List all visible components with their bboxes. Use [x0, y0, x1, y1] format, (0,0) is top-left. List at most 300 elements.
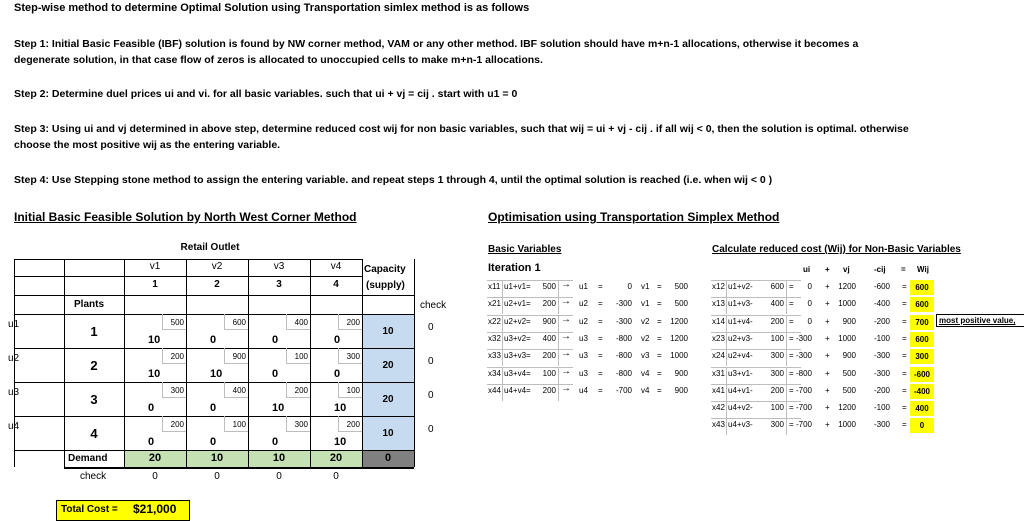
- grid-line: [248, 259, 249, 467]
- cost-box-line: [286, 382, 287, 397]
- allocation: 0: [210, 334, 217, 346]
- cost-box-line: [224, 397, 248, 398]
- cij-value: -300: [873, 369, 890, 378]
- cij-value: -100: [873, 334, 890, 343]
- arrow-glyph: →: [561, 366, 571, 377]
- unit-cost: 100: [294, 352, 308, 361]
- plant-number: 3: [90, 392, 98, 407]
- col-line: [786, 401, 787, 418]
- basic-cost: 200: [542, 351, 556, 360]
- cost-box-line: [162, 329, 186, 330]
- reduced-equation: u4+v2-: [728, 403, 753, 412]
- u-name: u3: [579, 369, 588, 378]
- equals: =: [598, 386, 603, 395]
- cij-value: -600: [873, 282, 890, 291]
- cost-box-line: [338, 348, 339, 363]
- equals: =: [789, 369, 794, 378]
- row-line: [711, 367, 801, 368]
- cij-value: -100: [873, 403, 890, 412]
- col-line: [558, 332, 559, 349]
- v-label: v2: [211, 261, 223, 272]
- col-line: [786, 297, 787, 314]
- ui-value: -700: [795, 420, 812, 429]
- col-line: [502, 349, 503, 366]
- header-cij: -cij: [874, 265, 886, 274]
- plus-sign: +: [825, 334, 830, 343]
- basic-var: x32: [488, 334, 501, 343]
- basic-cost: 200: [542, 386, 556, 395]
- total-cost-value: $21,000: [133, 502, 177, 516]
- outlet-number: 3: [276, 279, 282, 290]
- wij-value: 600: [910, 297, 934, 312]
- equals: =: [789, 403, 794, 412]
- plants-label: Plants: [74, 299, 105, 310]
- equals: =: [598, 351, 603, 360]
- basic-equation: u2+v1=: [504, 299, 531, 308]
- u-value: -800: [615, 334, 632, 343]
- u-name: u2: [579, 317, 588, 326]
- demand-total: 0: [384, 452, 392, 464]
- v-label: v1: [149, 261, 161, 272]
- equals: =: [598, 334, 603, 343]
- col-line: [502, 367, 503, 384]
- vj-value: 500: [842, 386, 856, 395]
- wij-value: -600: [910, 367, 934, 382]
- vj-value: 1000: [838, 299, 856, 308]
- equals: =: [598, 317, 603, 326]
- cij-value: -300: [873, 420, 890, 429]
- basic-var: x44: [488, 386, 501, 395]
- col-line: [726, 315, 727, 332]
- equals: =: [902, 420, 907, 429]
- capacity-value: 20: [382, 360, 394, 371]
- cost-box-line: [162, 416, 163, 431]
- equals: =: [598, 369, 603, 378]
- demand-value: 10: [210, 452, 224, 464]
- cost-box-line: [162, 314, 163, 329]
- row-line: [711, 401, 801, 402]
- basic-equation: u3+v2=: [504, 334, 531, 343]
- v-value: 1000: [670, 351, 688, 360]
- col-line: [502, 315, 503, 332]
- capacity-value: 20: [382, 394, 394, 405]
- grid-line: [310, 259, 311, 467]
- plus-sign: +: [825, 299, 830, 308]
- unit-cost: 900: [232, 352, 246, 361]
- ui-value: -700: [795, 386, 812, 395]
- cost-box-line: [162, 382, 163, 397]
- unit-cost: 200: [170, 352, 184, 361]
- v-name: v3: [641, 351, 650, 360]
- u-name: u4: [579, 386, 588, 395]
- capacity-label: Capacity: [364, 264, 406, 275]
- unit-cost: 200: [294, 386, 308, 395]
- outlet-number: 4: [333, 279, 339, 290]
- v-name: v4: [641, 386, 650, 395]
- column-check: 0: [276, 471, 282, 482]
- total-cost-box: [56, 500, 190, 521]
- col-line: [502, 332, 503, 349]
- column-check: 0: [333, 471, 339, 482]
- v-name: v2: [641, 317, 650, 326]
- nonbasic-var: x13: [712, 299, 725, 308]
- equals: =: [598, 299, 603, 308]
- v-label: v4: [330, 261, 342, 272]
- nonbasic-var: x31: [712, 369, 725, 378]
- equals: =: [789, 282, 794, 291]
- equals: =: [657, 351, 662, 360]
- nonbasic-cost: 300: [770, 369, 784, 378]
- cij-value: -400: [873, 299, 890, 308]
- plus-sign: +: [825, 351, 830, 360]
- grid-line: [124, 259, 125, 467]
- unit-cost: 300: [294, 420, 308, 429]
- nonbasic-var: x14: [712, 317, 725, 326]
- u-label: u2: [8, 353, 20, 364]
- vj-value: 900: [842, 317, 856, 326]
- arrow-glyph: →: [561, 383, 571, 394]
- cost-box-line: [224, 348, 225, 363]
- nonbasic-var: x24: [712, 351, 725, 360]
- arrow-glyph: →: [561, 314, 571, 325]
- plus-sign: +: [825, 386, 830, 395]
- wij-value: 700: [910, 315, 934, 330]
- step-1: Step 1: Initial Basic Feasible (IBF) solution is found by NW corner method, VAM or any other method. IBF solution should have m+n-1 allocations, otherwise it becomes a degenerate solution, in that case flow of zeros is allocated to unoccupied cells to make m+n-1 allocations.: [14, 38, 859, 66]
- row-check: 0: [428, 322, 434, 333]
- v-value: 900: [674, 369, 688, 378]
- plus-sign: +: [825, 282, 830, 291]
- plus-sign: +: [825, 403, 830, 412]
- unit-cost: 300: [170, 386, 184, 395]
- total-cost-label: Total Cost =: [61, 504, 118, 515]
- basic-equation: u2+v2=: [504, 317, 531, 326]
- basic-var: x22: [488, 317, 501, 326]
- cost-box-line: [286, 416, 287, 431]
- arrow-glyph: →: [561, 331, 571, 342]
- cost-box-line: [338, 314, 339, 329]
- v-name: v4: [641, 369, 650, 378]
- u-label: u1: [8, 319, 20, 330]
- row-line: [711, 384, 801, 385]
- basic-equation: u3+v3=: [504, 351, 531, 360]
- wij-value: 600: [910, 332, 934, 347]
- ui-value: 0: [807, 282, 812, 291]
- iteration-label: Iteration 1: [488, 262, 541, 274]
- equals: =: [657, 282, 662, 291]
- plus-sign: +: [825, 317, 830, 326]
- basic-cost: 400: [542, 334, 556, 343]
- vj-value: 500: [842, 369, 856, 378]
- cost-box-line: [224, 416, 225, 431]
- equals: =: [902, 299, 907, 308]
- u-value: -800: [615, 351, 632, 360]
- reduced-equation: u1+v4-: [728, 317, 753, 326]
- u-label: u4: [8, 421, 20, 432]
- equals: =: [657, 299, 662, 308]
- unit-cost: 300: [346, 352, 360, 361]
- row-line: [711, 297, 801, 298]
- cost-box-line: [338, 431, 362, 432]
- plus-sign: +: [825, 369, 830, 378]
- equals: =: [902, 386, 907, 395]
- unit-cost: 200: [346, 318, 360, 327]
- equals: =: [902, 351, 907, 360]
- capacity-value: 10: [382, 326, 394, 337]
- v-name: v1: [641, 299, 650, 308]
- cost-box-line: [286, 431, 310, 432]
- unit-cost: 500: [170, 318, 184, 327]
- grid-line: [14, 416, 414, 417]
- check-row-label: check: [80, 471, 107, 482]
- col-line: [786, 315, 787, 332]
- u-value: -800: [615, 369, 632, 378]
- cij-value: -200: [873, 317, 890, 326]
- allocation: 0: [148, 436, 155, 448]
- check-column-label: check: [420, 300, 447, 311]
- nonbasic-var: x12: [712, 282, 725, 291]
- unit-cost: 600: [232, 318, 246, 327]
- reduced-equation: u2+v4-: [728, 351, 753, 360]
- cost-box-line: [338, 363, 362, 364]
- cij-value: -200: [873, 386, 890, 395]
- basic-var: x21: [488, 299, 501, 308]
- wij-value: 300: [910, 349, 934, 364]
- ui-value: -300: [795, 334, 812, 343]
- header-ui: ui: [803, 265, 811, 274]
- optimisation-heading: Optimisation using Transportation Simplex Method: [488, 210, 780, 224]
- v-value: 500: [674, 282, 688, 291]
- col-line: [786, 418, 787, 435]
- col-line: [558, 349, 559, 366]
- wij-value: 0: [910, 418, 934, 433]
- equals: =: [902, 317, 907, 326]
- allocation: 10: [210, 368, 223, 380]
- allocation: 0: [272, 368, 279, 380]
- u-value: -300: [615, 299, 632, 308]
- col-line: [502, 280, 503, 297]
- allocation: 0: [210, 402, 217, 414]
- column-check: 0: [214, 471, 220, 482]
- wij-value: 600: [910, 280, 934, 295]
- equals: =: [657, 386, 662, 395]
- u-value: -300: [615, 317, 632, 326]
- v-name: v2: [641, 334, 650, 343]
- col-line: [786, 384, 787, 401]
- nonbasic-cost: 600: [770, 282, 784, 291]
- row-check: 0: [428, 356, 434, 367]
- col-line: [786, 367, 787, 384]
- equals: =: [902, 369, 907, 378]
- col-line: [726, 367, 727, 384]
- cost-box-line: [286, 348, 287, 363]
- header-wij: Wij: [917, 265, 929, 274]
- grid-line: [14, 348, 414, 349]
- equals: =: [657, 334, 662, 343]
- cost-box-line: [338, 416, 339, 431]
- ui-value: 0: [807, 317, 812, 326]
- demand-label: Demand: [68, 453, 108, 464]
- unit-cost: 200: [346, 420, 360, 429]
- retail-outlet-label: Retail Outlet: [180, 242, 240, 253]
- grid-line: [64, 467, 414, 469]
- u-name: u2: [579, 299, 588, 308]
- step-3: Step 3: Using ui and vj determined in above step, determine reduced cost wij for non basic variables, such that wij = ui + vj - cij . if all wij < 0, then the solution is optimal. otherwise choose the most positive wij as the entering variable.: [14, 123, 909, 151]
- row-line: [711, 418, 801, 419]
- nonbasic-cost: 200: [770, 317, 784, 326]
- reduced-equation: u3+v1-: [728, 369, 753, 378]
- unit-cost: 200: [170, 420, 184, 429]
- header-plus: +: [825, 265, 830, 274]
- col-line: [558, 384, 559, 401]
- cost-box-line: [224, 431, 248, 432]
- basic-cost: 900: [542, 317, 556, 326]
- header-eq: =: [901, 265, 906, 274]
- col-line: [726, 418, 727, 435]
- unit-cost: 400: [294, 318, 308, 327]
- grid-line: [14, 295, 414, 296]
- v-value: 900: [674, 386, 688, 395]
- equals: =: [789, 420, 794, 429]
- ui-value: -300: [795, 351, 812, 360]
- allocation: 10: [148, 334, 161, 346]
- row-line: [711, 332, 801, 333]
- col-line: [726, 349, 727, 366]
- col-line: [502, 297, 503, 314]
- reduced-equation: u4+v1-: [728, 386, 753, 395]
- basic-equation: u4+v4=: [504, 386, 531, 395]
- cost-box-line: [286, 314, 287, 329]
- header-vj: vj: [843, 265, 850, 274]
- demand-value: 20: [148, 452, 162, 464]
- reduced-equation: u4+v3-: [728, 420, 753, 429]
- basic-equation: u3+v4=: [504, 369, 531, 378]
- supply-label: (supply): [366, 280, 405, 291]
- outlet-number: 1: [152, 279, 158, 290]
- demand-value: 20: [329, 452, 343, 464]
- allocation: 0: [210, 436, 217, 448]
- capacity-value: 10: [382, 428, 394, 439]
- reduced-equation: u1+v3-: [728, 299, 753, 308]
- nonbasic-var: x23: [712, 334, 725, 343]
- basic-var: x34: [488, 369, 501, 378]
- basic-cost: 200: [542, 299, 556, 308]
- arrow-glyph: →: [561, 279, 571, 290]
- demand-value: 10: [272, 452, 286, 464]
- col-line: [726, 384, 727, 401]
- row-check: 0: [428, 390, 434, 401]
- nonbasic-cost: 400: [770, 299, 784, 308]
- col-line: [558, 367, 559, 384]
- unit-cost: 100: [346, 386, 360, 395]
- row-line: [711, 349, 801, 350]
- equals: =: [789, 334, 794, 343]
- outlet-number: 2: [214, 279, 220, 290]
- col-line: [726, 280, 727, 297]
- v-name: v1: [641, 282, 650, 291]
- col-line: [558, 315, 559, 332]
- equals: =: [789, 299, 794, 308]
- vj-value: 1000: [838, 420, 856, 429]
- cost-box-line: [338, 329, 362, 330]
- col-line: [502, 384, 503, 401]
- page-title: Step-wise method to determine Optimal Solution using Transportation simlex method is as follows: [14, 2, 530, 14]
- equals: =: [657, 317, 662, 326]
- nonbasic-cost: 200: [770, 386, 784, 395]
- col-line: [786, 332, 787, 349]
- unit-cost: 400: [232, 386, 246, 395]
- col-line: [726, 297, 727, 314]
- col-line: [726, 401, 727, 418]
- u-name: u3: [579, 334, 588, 343]
- col-line: [786, 280, 787, 297]
- cost-box-line: [338, 382, 339, 397]
- plant-number: 1: [90, 324, 98, 339]
- u-name: u1: [579, 282, 588, 291]
- cost-box-line: [162, 348, 163, 363]
- equals: =: [902, 282, 907, 291]
- grid-line: [14, 314, 414, 315]
- vj-value: 900: [842, 351, 856, 360]
- nonbasic-cost: 100: [770, 334, 784, 343]
- wij-value: 400: [910, 401, 934, 416]
- cost-box-line: [338, 397, 362, 398]
- grid-line: [414, 259, 415, 467]
- nonbasic-var: x41: [712, 386, 725, 395]
- col-line: [558, 280, 559, 297]
- vj-value: 1200: [838, 282, 856, 291]
- cost-box-line: [224, 382, 225, 397]
- u-label: u3: [8, 387, 20, 398]
- u-value: -700: [615, 386, 632, 395]
- unit-cost: 100: [232, 420, 246, 429]
- equals: =: [789, 351, 794, 360]
- col-line: [786, 349, 787, 366]
- allocation: 10: [334, 436, 347, 448]
- equals: =: [902, 334, 907, 343]
- allocation: 0: [334, 368, 341, 380]
- grid-line: [186, 259, 187, 467]
- cij-value: -300: [873, 351, 890, 360]
- vj-value: 1000: [838, 334, 856, 343]
- ui-value: -800: [795, 369, 812, 378]
- u-value: 0: [627, 282, 632, 291]
- cost-box-line: [286, 329, 310, 330]
- nonbasic-cost: 300: [770, 351, 784, 360]
- row-line: [711, 280, 801, 281]
- row-line: [711, 315, 801, 316]
- equals: =: [789, 317, 794, 326]
- basic-variables-heading: Basic Variables: [488, 244, 562, 255]
- allocation: 10: [272, 402, 285, 414]
- ui-value: -700: [795, 403, 812, 412]
- plant-number: 4: [90, 426, 98, 441]
- u-name: u3: [579, 351, 588, 360]
- allocation: 0: [272, 436, 279, 448]
- v-value: 500: [674, 299, 688, 308]
- arrow-glyph: →: [561, 296, 571, 307]
- vj-value: 1200: [838, 403, 856, 412]
- nonbasic-var: x43: [712, 420, 725, 429]
- arrow-glyph: →: [561, 348, 571, 359]
- col-line: [558, 297, 559, 314]
- reduced-equation: u1+v2-: [728, 282, 753, 291]
- basic-equation: u1+v1=: [504, 282, 531, 291]
- v-value: 1200: [670, 317, 688, 326]
- basic-cost: 100: [542, 369, 556, 378]
- ibf-heading: Initial Basic Feasible Solution by North West Corner Method: [14, 210, 357, 224]
- allocation: 10: [334, 402, 347, 414]
- plus-sign: +: [825, 420, 830, 429]
